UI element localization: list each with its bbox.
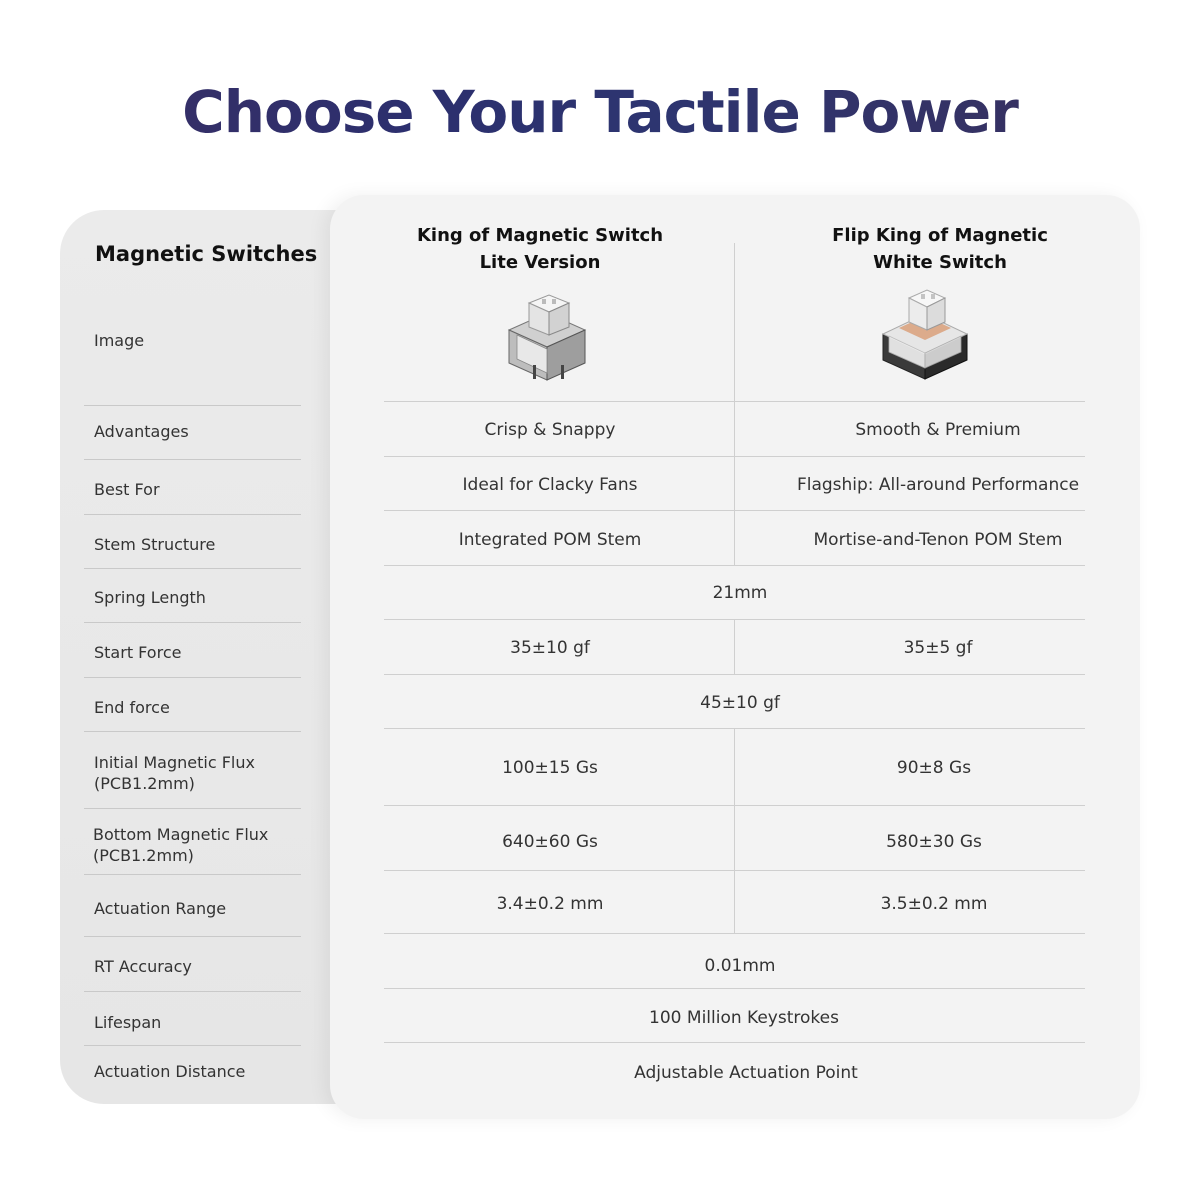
lite-switch-icon <box>497 285 597 385</box>
white-switch-icon <box>875 282 975 382</box>
cell-actuation-range-lite: 3.4±0.2 mm <box>496 894 604 914</box>
row-divider <box>384 1042 1085 1043</box>
cell-start-force-lite: 35±10 gf <box>510 638 590 658</box>
row-divider <box>84 731 301 732</box>
row-divider <box>384 456 1085 457</box>
table-heading: Magnetic Switches <box>95 242 318 266</box>
row-label-actuation-distance: Actuation Distance <box>94 1062 246 1081</box>
row-divider <box>84 1045 301 1046</box>
row-label-line: (PCB1.2mm) <box>93 846 194 865</box>
cell-stem-white: Mortise-and-Tenon POM Stem <box>813 530 1063 550</box>
row-label-lifespan: Lifespan <box>94 1013 162 1032</box>
column-divider <box>734 243 735 566</box>
row-label-line: Bottom Magnetic Flux <box>93 825 269 844</box>
cell-actuation-distance: Adjustable Actuation Point <box>634 1063 858 1083</box>
row-label-line: (PCB1.2mm) <box>94 774 195 793</box>
row-divider <box>384 401 1085 402</box>
cell-initial-flux-lite: 100±15 Gs <box>502 758 598 778</box>
row-divider <box>384 565 1085 566</box>
row-divider <box>384 728 1085 729</box>
column-header-white <box>770 222 1110 276</box>
row-divider <box>84 936 301 937</box>
cell-end-force: 45±10 gf <box>700 693 780 713</box>
row-divider <box>384 510 1085 511</box>
cell-best-for-lite: Ideal for Clacky Fans <box>462 475 638 495</box>
column-header-line: King of Magnetic Switch <box>416 225 664 246</box>
row-divider <box>384 674 1085 675</box>
column-header-line: Flip King of Magnetic <box>832 225 1048 246</box>
column-divider <box>734 729 735 934</box>
row-label-actuation-range: Actuation Range <box>94 899 227 918</box>
row-label-end-force: End force <box>94 698 170 717</box>
cell-spring-length: 21mm <box>712 583 768 603</box>
row-divider <box>84 808 301 809</box>
row-label-rt-accuracy: RT Accuracy <box>94 957 192 976</box>
row-label-spring-length: Spring Length <box>94 588 206 607</box>
column-divider <box>734 620 735 674</box>
cell-rt-accuracy: 0.01mm <box>704 956 776 976</box>
cell-bottom-flux-white: 580±30 Gs <box>886 832 982 852</box>
cell-advantages-lite: Crisp & Snappy <box>484 420 616 440</box>
row-divider <box>384 619 1085 620</box>
row-divider <box>84 568 301 569</box>
row-divider <box>84 991 301 992</box>
cell-actuation-range-white: 3.5±0.2 mm <box>880 894 988 914</box>
row-label-start-force: Start Force <box>94 643 182 662</box>
row-label-initial-flux <box>94 752 255 794</box>
row-label-bottom-flux <box>93 824 268 866</box>
row-divider <box>84 514 301 515</box>
column-header-line: White Switch <box>873 252 1007 273</box>
column-header-line: Lite Version <box>479 252 601 273</box>
row-divider <box>84 459 301 460</box>
row-label-stem-structure: Stem Structure <box>94 535 216 554</box>
row-divider <box>84 677 301 678</box>
row-divider <box>384 988 1085 989</box>
row-label-line: Initial Magnetic Flux <box>94 753 255 772</box>
row-divider <box>84 874 301 875</box>
page-title: Choose Your Tactile Power <box>0 78 1200 146</box>
cell-lifespan: 100 Million Keystrokes <box>649 1008 839 1028</box>
row-divider <box>84 622 301 623</box>
row-divider <box>384 933 1085 934</box>
row-label-best-for: Best For <box>94 480 160 499</box>
row-divider <box>384 805 1085 806</box>
cell-advantages-white: Smooth & Premium <box>855 420 1021 440</box>
cell-initial-flux-white: 90±8 Gs <box>896 758 972 778</box>
row-label-image: Image <box>94 331 145 350</box>
cell-best-for-white: Flagship: All-around Performance <box>796 475 1080 495</box>
cell-start-force-white: 35±5 gf <box>903 638 973 658</box>
cell-stem-lite: Integrated POM Stem <box>458 530 642 550</box>
row-label-advantages: Advantages <box>94 422 189 441</box>
cell-bottom-flux-lite: 640±60 Gs <box>502 832 598 852</box>
row-divider <box>84 405 301 406</box>
row-divider <box>384 870 1085 871</box>
column-header-lite <box>370 222 710 276</box>
